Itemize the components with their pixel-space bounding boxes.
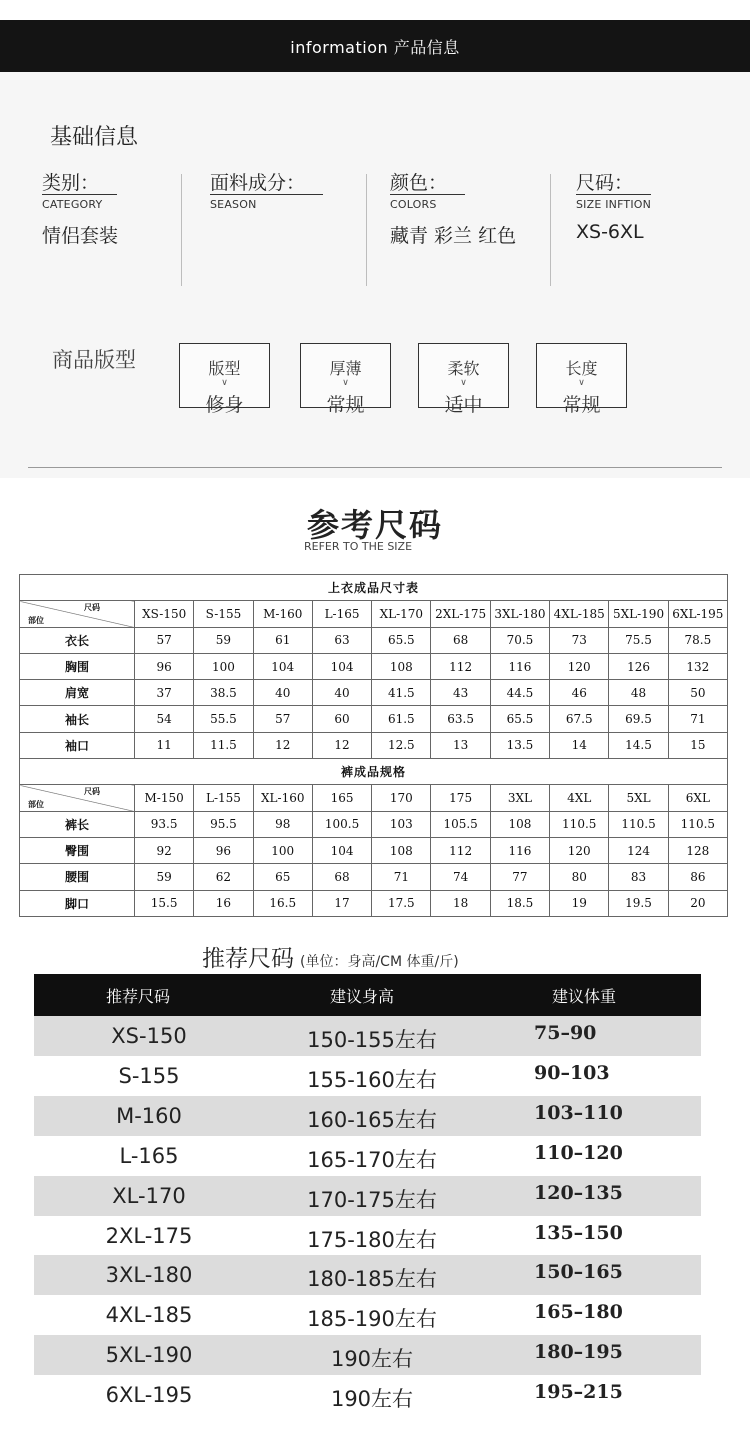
table-cell: 74 <box>431 864 490 890</box>
table-cell: 100 <box>253 837 312 863</box>
recommend-size: 3XL-180 <box>105 1263 193 1288</box>
table-caption-row <box>20 575 728 601</box>
table-row <box>20 653 728 679</box>
recommend-weight: 180–195 <box>534 1341 623 1364</box>
table-cell: 110.5 <box>550 811 609 837</box>
fit-box-length <box>536 343 627 416</box>
table-size-header: 2XL-175 <box>431 601 490 627</box>
table-cell: 17 <box>312 890 371 916</box>
recommend-size: XL-170 <box>112 1183 186 1208</box>
table-cell: 67.5 <box>550 706 609 732</box>
fit-name: 版型 <box>208 359 241 378</box>
table-cell: 132 <box>668 653 727 679</box>
table-cell: 18 <box>431 890 490 916</box>
table-cell: 68 <box>312 864 371 890</box>
table-row <box>20 680 728 706</box>
recommend-size: 4XL-185 <box>105 1303 193 1328</box>
attribute-label: 颜色： <box>390 172 465 195</box>
table-row <box>20 837 728 863</box>
table-size-header: 5XL-190 <box>609 601 668 627</box>
recommend-height: 170-175左右 <box>307 1187 437 1212</box>
table-row <box>20 732 728 758</box>
table-cell: 12.5 <box>372 732 431 758</box>
table-cell: 78.5 <box>668 627 727 653</box>
recommend-row <box>34 1056 701 1096</box>
table-size-header: 6XL-195 <box>668 601 727 627</box>
table-cell: 112 <box>431 653 490 679</box>
table-cell: 60 <box>312 706 371 732</box>
table-row-label: 胸围 <box>20 653 135 679</box>
table-cell: 103 <box>372 811 431 837</box>
recommend-header-size: 推荐尺码 <box>106 986 171 1006</box>
recommend-height: 165-170左右 <box>307 1147 437 1172</box>
basic-info-title: 基础信息 <box>50 125 139 150</box>
table-cell: 44.5 <box>490 680 549 706</box>
table-size-header: 3XL <box>490 785 549 811</box>
table-size-header: 4XL <box>550 785 609 811</box>
table-cell: 61.5 <box>372 706 431 732</box>
table-cell: 12 <box>253 732 312 758</box>
table-cell: 105.5 <box>431 811 490 837</box>
fit-name: 厚薄 <box>329 359 362 378</box>
table-size-header: 3XL-180 <box>490 601 549 627</box>
attribute-label: 尺码： <box>576 172 651 195</box>
corner-label-part: 部位 <box>28 614 44 625</box>
recommend-header-weight: 建议体重 <box>552 986 617 1006</box>
table-cell: 104 <box>312 653 371 679</box>
table-cell: 37 <box>135 680 194 706</box>
table-cell: 65.5 <box>490 706 549 732</box>
table-cell: 15.5 <box>135 890 194 916</box>
attribute-value: 藏青 彩兰 红色 <box>390 225 517 247</box>
recommend-row <box>34 1255 701 1295</box>
attribute-label: 面料成分： <box>210 172 323 195</box>
table-row-label: 袖长 <box>20 706 135 732</box>
table-size-header: L-165 <box>312 601 371 627</box>
recommend-weight: 195–215 <box>534 1381 623 1404</box>
table-cell: 96 <box>135 653 194 679</box>
table-cell: 55.5 <box>194 706 253 732</box>
banner-title: information 产品信息 <box>290 37 460 57</box>
table-cell: 13 <box>431 732 490 758</box>
table-row <box>20 811 728 837</box>
recommend-size: 5XL-190 <box>105 1343 193 1368</box>
basic-info-panel <box>0 72 750 478</box>
recommend-height: 150-155左右 <box>307 1028 437 1052</box>
recommend-title <box>202 940 459 973</box>
table-size-header: 170 <box>372 785 431 811</box>
recommend-row <box>34 1096 701 1136</box>
table-cell: 70.5 <box>490 627 549 653</box>
table-row <box>20 890 728 916</box>
recommend-row <box>34 1375 701 1415</box>
attribute-size <box>576 172 746 243</box>
table-row-label: 臀围 <box>20 837 135 863</box>
reference-size-subtitle: REFER TO THE SIZE <box>304 540 413 553</box>
reference-size-title: 参考尺码 <box>306 506 443 544</box>
table-size-header: 6XL <box>668 785 727 811</box>
table-cell: 128 <box>668 837 727 863</box>
fit-name: 长度 <box>565 359 598 378</box>
table-cell: 120 <box>550 653 609 679</box>
table-caption: 裤成品规格 <box>20 759 728 785</box>
table-cell: 83 <box>609 864 668 890</box>
fit-box-softness <box>418 343 509 416</box>
chevron-down-icon: ∨ <box>221 378 228 388</box>
table-size-header: 165 <box>312 785 371 811</box>
recommend-height: 180-185左右 <box>307 1267 437 1292</box>
recommend-size: XS-150 <box>111 1024 187 1048</box>
table-cell: 18.5 <box>490 890 549 916</box>
attribute-value: 情侣套装 <box>42 225 119 247</box>
table-cell: 14.5 <box>609 732 668 758</box>
recommend-weight: 103–110 <box>534 1101 623 1124</box>
table-size-header: M-150 <box>135 785 194 811</box>
table-row-label: 肩宽 <box>20 680 135 706</box>
recommend-weight: 110–120 <box>534 1141 623 1164</box>
table-cell: 14 <box>550 732 609 758</box>
table-row-label: 腰围 <box>20 864 135 890</box>
table-cell: 40 <box>312 680 371 706</box>
table-cell: 110.5 <box>668 811 727 837</box>
fit-value: 常规 <box>326 394 365 416</box>
divider <box>366 174 367 286</box>
table-cell: 16 <box>194 890 253 916</box>
table-cell: 73 <box>550 627 609 653</box>
table-row <box>20 706 728 732</box>
table-cell: 112 <box>431 837 490 863</box>
recommend-weight: 165–180 <box>534 1301 623 1324</box>
table-caption: 上衣成品尺寸表 <box>20 575 728 601</box>
table-cell: 108 <box>372 653 431 679</box>
table-cell: 59 <box>135 864 194 890</box>
recommend-size: S-155 <box>118 1063 180 1088</box>
attribute-colors <box>390 172 560 248</box>
table-cell: 61 <box>253 627 312 653</box>
table-corner-cell <box>20 601 135 627</box>
table-cell: 126 <box>609 653 668 679</box>
info-banner <box>0 20 750 72</box>
recommend-header <box>34 974 701 1016</box>
table-cell: 120 <box>550 837 609 863</box>
table-row-label: 脚口 <box>20 890 135 916</box>
table-size-header: M-160 <box>253 601 312 627</box>
table-cell: 77 <box>490 864 549 890</box>
table-row-label: 裤长 <box>20 811 135 837</box>
table-cell: 71 <box>668 706 727 732</box>
table-cell: 11 <box>135 732 194 758</box>
attribute-en-label: CATEGORY <box>42 198 103 211</box>
table-cell: 57 <box>135 627 194 653</box>
table-row-label: 衣长 <box>20 627 135 653</box>
table-cell: 46 <box>550 680 609 706</box>
fit-value: 适中 <box>444 394 483 416</box>
table-size-header: 175 <box>431 785 490 811</box>
table-size-header: S-155 <box>194 601 253 627</box>
corner-label-size: 尺码 <box>84 786 100 797</box>
table-cell: 57 <box>253 706 312 732</box>
recommend-row <box>34 1176 701 1216</box>
attribute-value: XS-6XL <box>576 221 644 243</box>
corner-label-part: 部位 <box>28 798 44 809</box>
table-cell: 65.5 <box>372 627 431 653</box>
table-size-header: XL-160 <box>253 785 312 811</box>
table-cell: 108 <box>372 837 431 863</box>
divider <box>28 467 722 468</box>
table-cell: 16.5 <box>253 890 312 916</box>
recommend-height: 185-190左右 <box>307 1307 437 1332</box>
table-cell: 12 <box>312 732 371 758</box>
table-cell: 54 <box>135 706 194 732</box>
recommend-header-height: 建议身高 <box>330 986 395 1006</box>
table-cell: 100.5 <box>312 811 371 837</box>
attribute-material <box>210 172 380 221</box>
table-cell: 65 <box>253 864 312 890</box>
table-cell: 100 <box>194 653 253 679</box>
recommend-height: 190左右 <box>330 1347 414 1372</box>
recommend-weight: 90–103 <box>534 1061 610 1084</box>
table-cell: 80 <box>550 864 609 890</box>
table-cell: 13.5 <box>490 732 549 758</box>
table-header-row <box>20 601 728 627</box>
recommend-unit: (单位：身高/CM 体重/斤) <box>300 954 459 970</box>
recommend-weight: 150–165 <box>534 1261 623 1284</box>
table-row-label: 袖口 <box>20 732 135 758</box>
table-row <box>20 627 728 653</box>
table-cell: 40 <box>253 680 312 706</box>
chevron-down-icon: ∨ <box>460 378 467 388</box>
attribute-en-label: SIZE INFTION <box>576 198 652 211</box>
recommend-row <box>34 1016 701 1056</box>
table-cell: 59 <box>194 627 253 653</box>
table-size-header: XL-170 <box>372 601 431 627</box>
table-cell: 69.5 <box>609 706 668 732</box>
fit-value: 修身 <box>205 394 244 416</box>
table-corner-cell <box>20 785 135 811</box>
table-cell: 41.5 <box>372 680 431 706</box>
recommend-size: M-160 <box>116 1103 182 1128</box>
fit-box-style <box>179 343 270 416</box>
table-cell: 110.5 <box>609 811 668 837</box>
table-cell: 63 <box>312 627 371 653</box>
corner-label-size: 尺码 <box>84 602 100 613</box>
table-cell: 63.5 <box>431 706 490 732</box>
recommend-weight: 75–90 <box>534 1022 597 1044</box>
table-cell: 17.5 <box>372 890 431 916</box>
table-cell: 95.5 <box>194 811 253 837</box>
table-cell: 48 <box>609 680 668 706</box>
chevron-down-icon: ∨ <box>578 378 585 388</box>
table-cell: 104 <box>253 653 312 679</box>
recommend-row <box>34 1295 701 1335</box>
recommend-height: 160-165左右 <box>307 1107 437 1132</box>
table-cell: 15 <box>668 732 727 758</box>
table-cell: 62 <box>194 864 253 890</box>
attribute-label: 类别： <box>42 172 117 195</box>
fit-section-title: 商品版型 <box>52 348 136 372</box>
table-cell: 124 <box>609 837 668 863</box>
table-size-header: XS-150 <box>135 601 194 627</box>
attribute-en-label: SEASON <box>210 198 257 211</box>
size-table <box>19 574 728 917</box>
table-cell: 43 <box>431 680 490 706</box>
recommend-height: 190左右 <box>330 1387 414 1412</box>
table-header-row <box>20 785 728 811</box>
table-cell: 116 <box>490 653 549 679</box>
chevron-down-icon: ∨ <box>342 378 349 388</box>
recommend-height: 175-180左右 <box>307 1227 437 1252</box>
fit-box-thickness <box>300 343 391 416</box>
table-cell: 96 <box>194 837 253 863</box>
table-cell: 19 <box>550 890 609 916</box>
table-size-header: L-155 <box>194 785 253 811</box>
table-cell: 71 <box>372 864 431 890</box>
table-cell: 98 <box>253 811 312 837</box>
divider <box>550 174 551 286</box>
table-cell: 86 <box>668 864 727 890</box>
recommend-weight: 135–150 <box>534 1221 623 1244</box>
recommend-size: 6XL-195 <box>105 1383 193 1408</box>
recommend-height: 155-160左右 <box>307 1067 437 1092</box>
table-cell: 75.5 <box>609 627 668 653</box>
divider <box>181 174 182 286</box>
table-cell: 50 <box>668 680 727 706</box>
size-table-body <box>20 575 728 917</box>
recommend-title-text: 推荐尺码 <box>202 946 294 972</box>
fit-value: 常规 <box>562 394 601 416</box>
table-cell: 92 <box>135 837 194 863</box>
recommend-row <box>34 1335 701 1375</box>
table-cell: 108 <box>490 811 549 837</box>
table-row <box>20 864 728 890</box>
recommend-weight: 120–135 <box>534 1181 623 1204</box>
table-size-header: 4XL-185 <box>550 601 609 627</box>
table-cell: 104 <box>312 837 371 863</box>
table-cell: 38.5 <box>194 680 253 706</box>
recommend-size: 2XL-175 <box>105 1223 193 1248</box>
attribute-en-label: COLORS <box>390 198 437 211</box>
table-cell: 19.5 <box>609 890 668 916</box>
attribute-category <box>42 172 212 248</box>
recommend-size: L-165 <box>119 1143 179 1168</box>
table-cell: 11.5 <box>194 732 253 758</box>
table-cell: 68 <box>431 627 490 653</box>
table-cell: 20 <box>668 890 727 916</box>
table-size-header: 5XL <box>609 785 668 811</box>
recommend-row <box>34 1136 701 1176</box>
fit-name: 柔软 <box>447 359 480 378</box>
table-cell: 93.5 <box>135 811 194 837</box>
table-caption-row <box>20 759 728 785</box>
recommend-row <box>34 1216 701 1256</box>
table-cell: 116 <box>490 837 549 863</box>
